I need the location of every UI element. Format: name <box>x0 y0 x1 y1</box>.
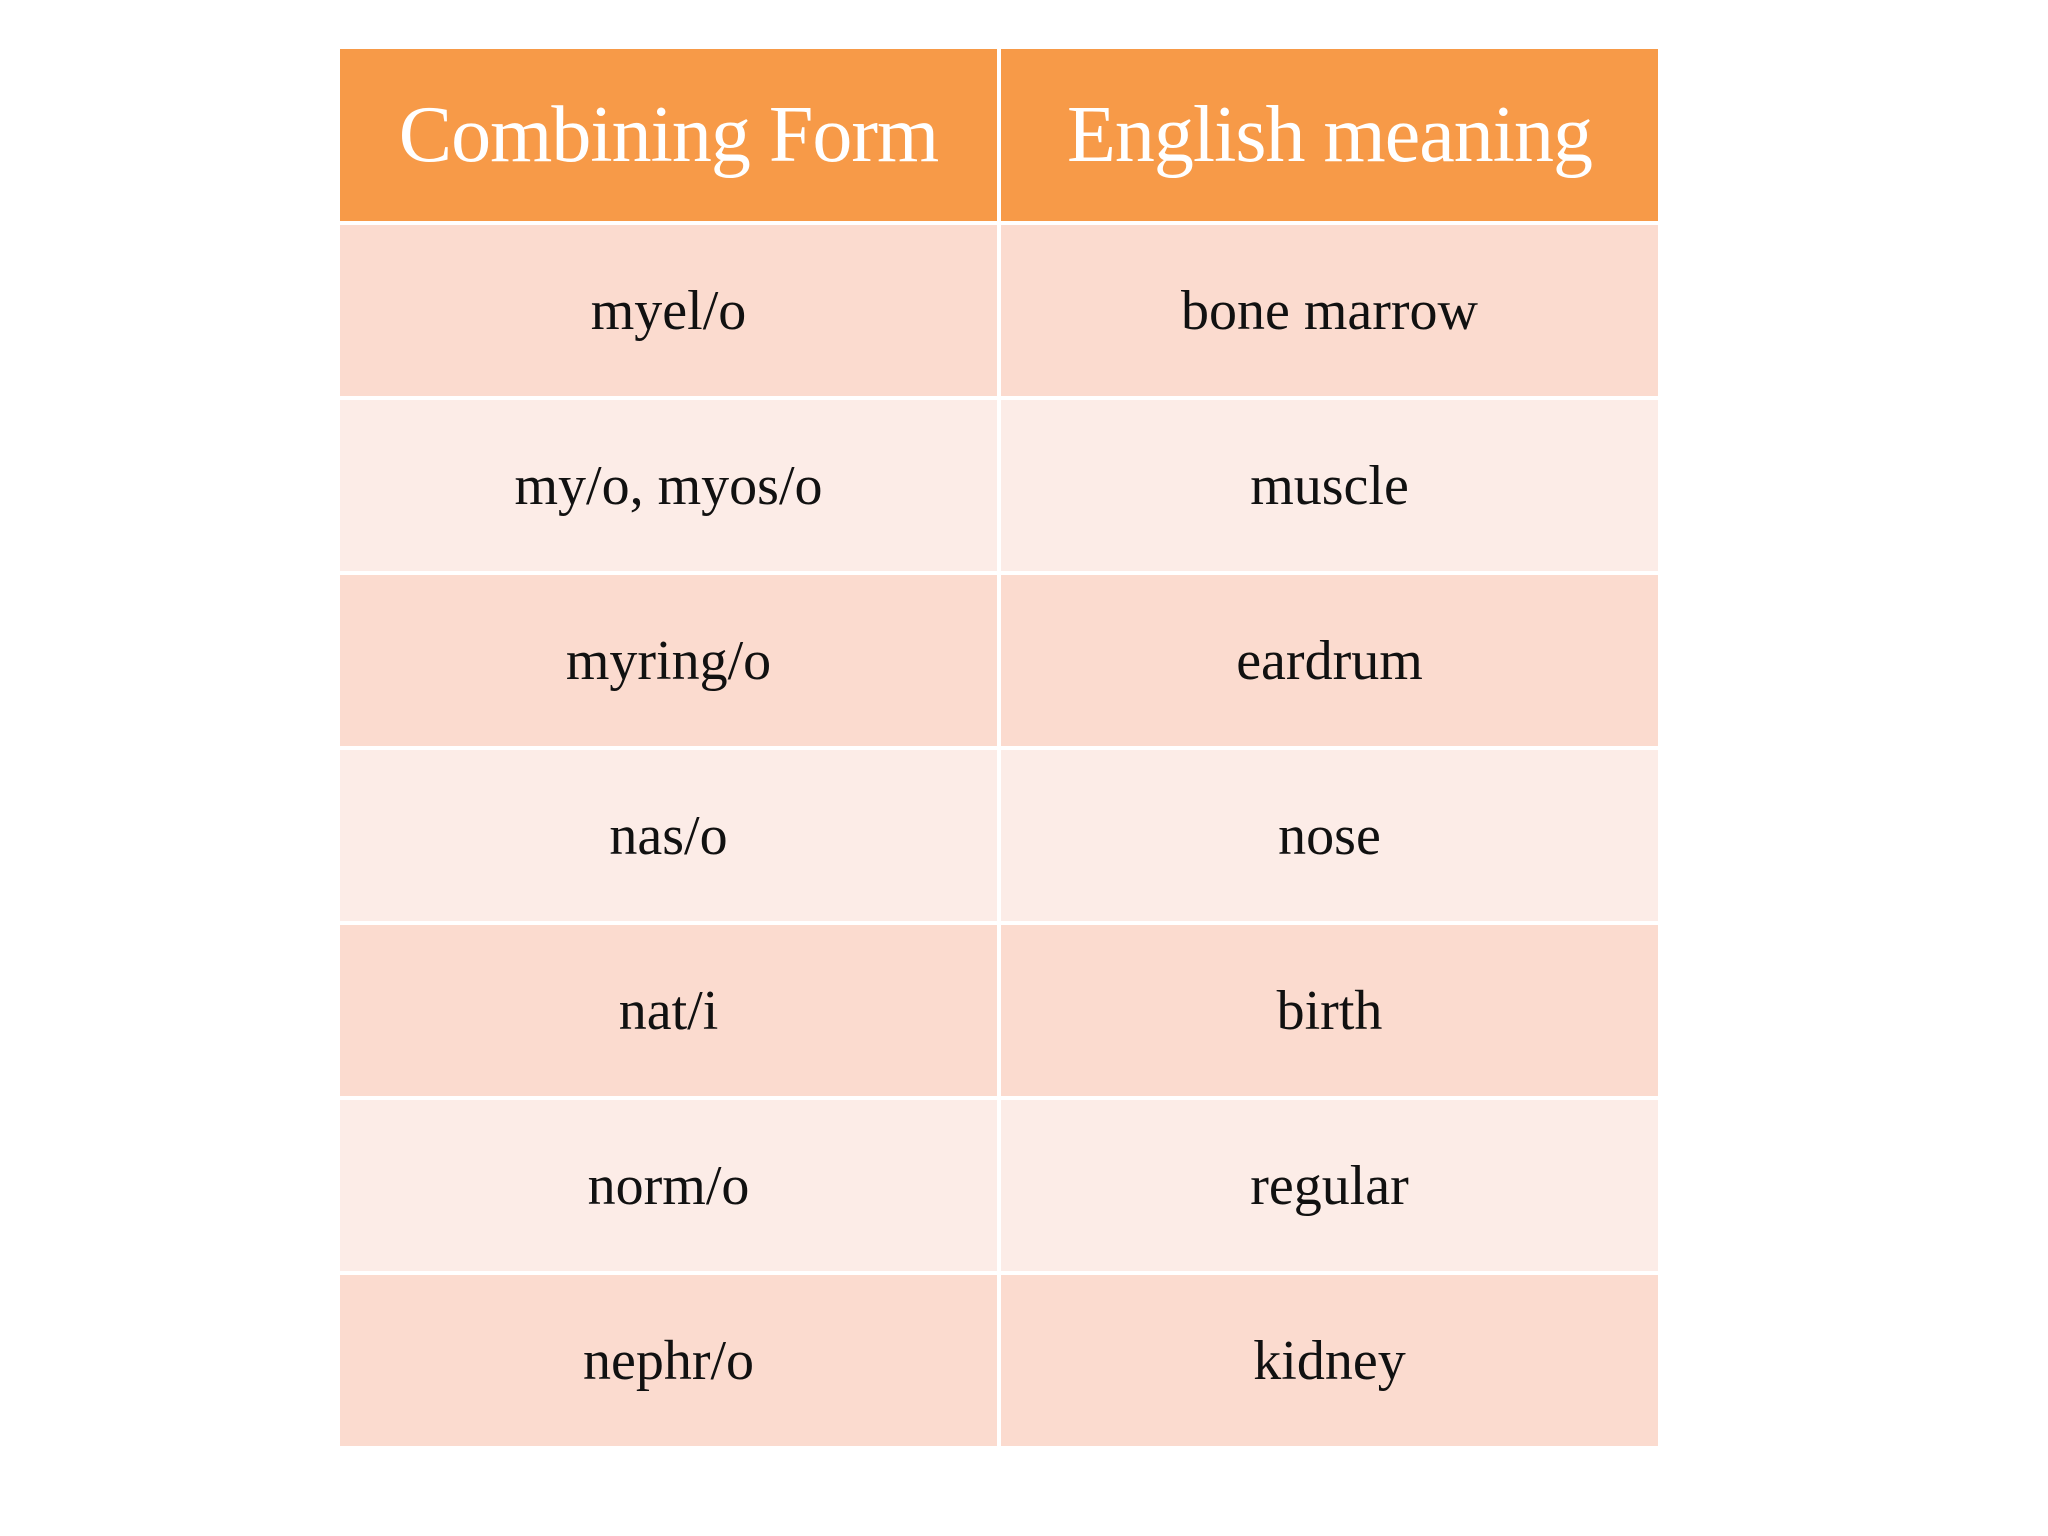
table-row <box>340 1275 1658 1446</box>
combining-form-cell: nat/i <box>340 925 997 1096</box>
english-meaning-cell: regular <box>1001 1100 1658 1271</box>
table-row <box>340 925 1658 1096</box>
english-meaning-cell: nose <box>1001 750 1658 921</box>
column-header-english-meaning: English meaning <box>1001 49 1658 221</box>
combining-form-cell: my/o, myos/o <box>340 400 997 571</box>
english-meaning-cell: bone marrow <box>1001 225 1658 396</box>
combining-form-cell: nas/o <box>340 750 997 921</box>
english-meaning-cell: kidney <box>1001 1275 1658 1446</box>
english-meaning-cell: eardrum <box>1001 575 1658 746</box>
combining-form-cell: nephr/o <box>340 1275 997 1446</box>
table-row <box>340 1100 1658 1271</box>
combining-form-cell: myel/o <box>340 225 997 396</box>
combining-form-cell: norm/o <box>340 1100 997 1271</box>
english-meaning-cell: birth <box>1001 925 1658 1096</box>
english-meaning-cell: muscle <box>1001 400 1658 571</box>
table-row <box>340 575 1658 746</box>
table-row <box>340 225 1658 396</box>
column-header-combining-form: Combining Form <box>340 49 997 221</box>
table-row <box>340 750 1658 921</box>
combining-forms-table <box>336 45 1662 1450</box>
table-row <box>340 400 1658 571</box>
table-header-row <box>340 49 1658 221</box>
combining-form-cell: myring/o <box>340 575 997 746</box>
